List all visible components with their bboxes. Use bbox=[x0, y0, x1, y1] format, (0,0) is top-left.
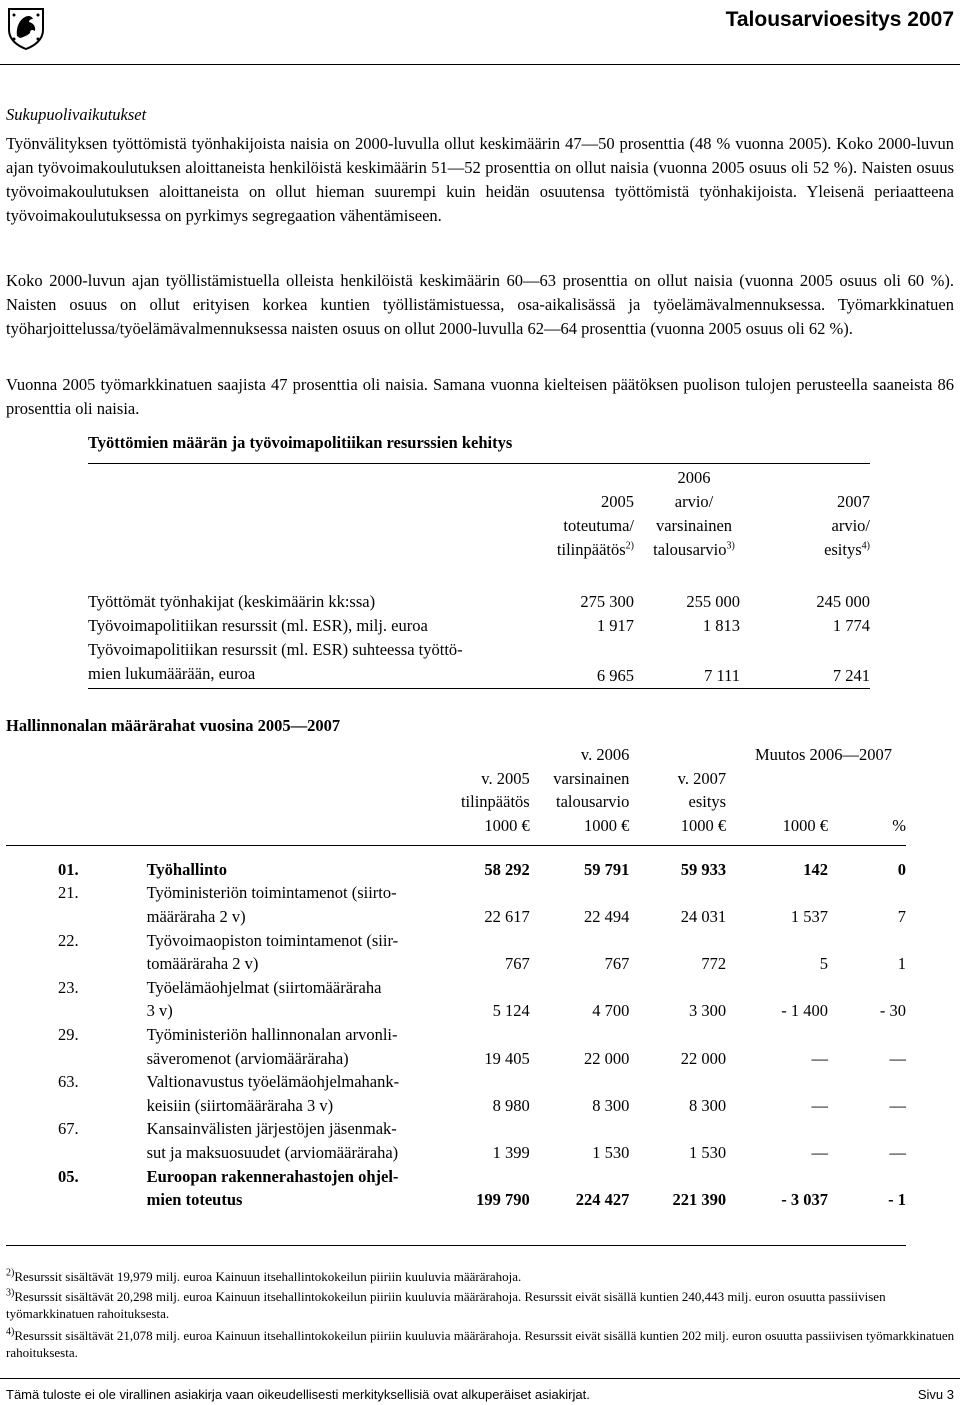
t1-row1-v2: 255 000 bbox=[686, 592, 740, 611]
table1-header-row-3 bbox=[88, 538, 870, 562]
t2-row-pct: — bbox=[889, 1095, 906, 1115]
table-row bbox=[88, 638, 870, 662]
t1-col3-year: 2007 bbox=[837, 492, 870, 511]
footer-divider bbox=[0, 1378, 960, 1379]
t2-row-v3: 24 031 bbox=[680, 907, 727, 927]
t1-col3-line2: arvio/ bbox=[831, 516, 870, 535]
t2-row-label-cont: mien toteutus bbox=[146, 1190, 243, 1210]
table-row bbox=[6, 1023, 906, 1047]
t2-c1-h2: tilinpäätös bbox=[460, 792, 530, 812]
t2-c4-h3: 1000 € bbox=[782, 815, 828, 835]
t2-row-label: Työministeriön hallinnonalan arvonli- bbox=[146, 1025, 398, 1045]
t1-col2-line1: arvio/ bbox=[674, 492, 714, 511]
t2-row-v1: 19 405 bbox=[484, 1048, 530, 1068]
t2-row-diff: - 1 400 bbox=[781, 1001, 828, 1021]
t2-row-pct: - 30 bbox=[879, 1001, 906, 1021]
t1-col2-year: 2006 bbox=[677, 468, 711, 487]
footnote-mark: 3) bbox=[6, 1287, 15, 1299]
table-row bbox=[6, 1165, 906, 1189]
table1-header-row-2 bbox=[88, 514, 870, 538]
t2-row-v2: 4 700 bbox=[592, 1001, 630, 1021]
t1-row1-v1: 275 300 bbox=[580, 592, 634, 611]
t2-c2-h1: varsinainen bbox=[553, 768, 630, 788]
appropriations-table bbox=[6, 743, 906, 1212]
t2-row-label-cont: keisiin (siirtomääräraha 3 v) bbox=[146, 1095, 334, 1115]
t2-row-code: 01. bbox=[58, 859, 79, 879]
t2-row-v3: 3 300 bbox=[688, 1001, 727, 1021]
t1-row3-v1: 6 965 bbox=[596, 666, 634, 685]
section-title: Sukupuolivaikutukset bbox=[6, 105, 147, 124]
table-row bbox=[6, 976, 906, 1000]
t2-c3-h2: esitys bbox=[688, 792, 727, 812]
t2-row-diff: - 3 037 bbox=[781, 1190, 828, 1210]
t2-row-v2: 8 300 bbox=[592, 1095, 630, 1115]
t2-row-pct: — bbox=[889, 1048, 906, 1068]
table-row bbox=[6, 1141, 906, 1165]
t2-c1-h0 bbox=[434, 743, 530, 767]
t1-row2-label: Työvoimapolitiikan resurssit (ml. ESR), milj. euroa bbox=[88, 616, 428, 635]
t2-row-code: 67. bbox=[58, 1119, 79, 1139]
t2-row-v2: 22 000 bbox=[583, 1048, 630, 1068]
t2-c1-h1: v. 2005 bbox=[481, 768, 530, 788]
t2-row-label-cont: 3 v) bbox=[146, 1001, 173, 1021]
table-row bbox=[6, 1117, 906, 1141]
footnote-mark: 4) bbox=[6, 1326, 15, 1338]
t1-col2-line3 bbox=[634, 538, 754, 562]
t1-row3-label-line2: mien lukumäärään, euroa bbox=[88, 664, 256, 683]
t1-row3-v2: 7 111 bbox=[704, 666, 740, 685]
t2-row-label: Euroopan rakennerahastojen ohjel- bbox=[146, 1166, 399, 1186]
t2-row-pct: — bbox=[889, 1143, 906, 1162]
table2-bottom-rule bbox=[6, 1245, 906, 1246]
t2-row-pct: 0 bbox=[897, 859, 906, 879]
t1-row1-v3: 245 000 bbox=[816, 592, 870, 611]
t2-row-code: 05. bbox=[58, 1166, 79, 1186]
finnish-coat-of-arms-icon bbox=[6, 6, 46, 50]
table-row bbox=[6, 929, 906, 953]
t2-row-pct: - 1 bbox=[888, 1190, 906, 1210]
t2-row-diff: — bbox=[811, 1048, 828, 1068]
t2-row-v1: 1 399 bbox=[492, 1143, 530, 1162]
t1-col1-line3 bbox=[528, 538, 634, 562]
t1-col1-line2: toteutuma/ bbox=[563, 516, 634, 535]
document-title: Talousarvioesitys 2007 bbox=[725, 8, 954, 31]
t2-c3-h0 bbox=[629, 743, 726, 767]
t2-row-code: 23. bbox=[58, 977, 79, 997]
table1-header-row-1 bbox=[88, 490, 870, 514]
table-row bbox=[6, 905, 906, 929]
t2-c3-h1: v. 2007 bbox=[677, 768, 727, 788]
t2-row-v3: 772 bbox=[701, 954, 727, 974]
t2-row-v2: 1 530 bbox=[592, 1143, 630, 1162]
t2-row-v3: 8 300 bbox=[688, 1095, 727, 1115]
t2-row-code: 29. bbox=[58, 1025, 79, 1045]
t2-row-label-cont: sut ja maksuosuudet (arviomääräraha) bbox=[146, 1143, 399, 1162]
t2-row-v1: 22 617 bbox=[484, 907, 530, 927]
table-row bbox=[6, 1188, 906, 1212]
t2-row-label-cont: tomääräraha 2 v) bbox=[146, 954, 259, 974]
table2-header-row-2 bbox=[6, 790, 906, 814]
paragraph-2: Koko 2000-luvun ajan työllistämistuella olleista henkilöistä keskimäärin 60—63 prosenttia on ollut naisia (vuonna 2005 osuus oli 60 %). Naisten osuus on ollut erityisen korkea kuntien työllistämistuessa, osa-aikalisässä ja työelämävalmennuksessa. Työmarkkinatuen työharjoittelussa/työelämävalmennuksessa naisten osuus on ollut 2000-luvulla 62—64 prosenttia (vuonna 2005 osuus oli 62 %). bbox=[6, 271, 954, 338]
t2-row-v2: 224 427 bbox=[575, 1190, 630, 1210]
t1-row3-label-line1: Työvoimapolitiikan resurssit (ml. ESR) suhteessa työttö- bbox=[88, 640, 463, 659]
t2-row-code: 21. bbox=[58, 883, 79, 903]
table-row bbox=[6, 952, 906, 976]
t2-c5-h3: % bbox=[892, 815, 906, 835]
header-divider bbox=[0, 64, 960, 65]
t1-col2-label: talousarvio bbox=[653, 540, 727, 559]
table-row bbox=[6, 881, 906, 905]
t2-row-label: Työvoimaopiston toimintamenot (siir- bbox=[146, 930, 399, 950]
page-number: Sivu 3 bbox=[917, 1387, 954, 1402]
t2-row-label-cont: säveromenot (arviomääräraha) bbox=[146, 1048, 349, 1068]
t1-row3-v3: 7 241 bbox=[832, 666, 870, 685]
t1-row1-label: Työttömät työnhakijat (keskimäärin kk:ssa) bbox=[88, 592, 376, 611]
t1-row2-v2: 1 813 bbox=[702, 616, 740, 635]
table-row bbox=[6, 1047, 906, 1071]
table-row bbox=[6, 999, 906, 1023]
t2-c2-h3: 1000 € bbox=[583, 815, 630, 835]
t1-row2-v3: 1 774 bbox=[832, 616, 870, 635]
t2-row-diff: — bbox=[811, 1143, 828, 1162]
t2-row-label: Kansainvälisten järjestöjen jäsenmak- bbox=[146, 1119, 397, 1139]
table-row bbox=[88, 614, 870, 638]
t2-row-diff: 142 bbox=[803, 859, 828, 879]
footnote-text: Resurssit sisältävät 20,298 milj. euroa Kainuun itsehallintokokeilun piiriin kuuluvia määrärahoja. Resurssit eivät sisällä kuntien 240,443 milj. euron osuutta passiivisen työmarkkinatuen rahoituksesta. bbox=[6, 1289, 886, 1321]
resources-table bbox=[88, 463, 870, 689]
t1-row2-v1: 1 917 bbox=[596, 616, 634, 635]
t2-row-v3: 221 390 bbox=[672, 1190, 727, 1210]
footnote-3 bbox=[6, 1288, 956, 1322]
table-row bbox=[6, 1094, 906, 1118]
footnote-4 bbox=[6, 1327, 956, 1361]
footer-disclaimer: Tämä tuloste ei ole virallinen asiakirja vaan oikeudellisesti merkityksellisiä ovat alkuperäiset asiakirjat. bbox=[6, 1387, 590, 1402]
t1-col1-label: tilinpäätös bbox=[556, 540, 626, 559]
t2-row-v1: 767 bbox=[504, 954, 530, 974]
t1-col3-line3 bbox=[754, 538, 870, 562]
footnote-text: Resurssit sisältävät 21,078 milj. euroa Kainuun itsehallintokokeilun piiriin kuuluvia määrärahoja. Resurssit eivät sisällä kuntien 202 milj. euron osuutta passiivisen työmarkkinatuen rahoituksesta. bbox=[6, 1328, 955, 1360]
footnote-mark: 2) bbox=[6, 1267, 15, 1279]
t2-change-header: Muutos 2006—2007 bbox=[754, 745, 892, 764]
t1-col2-line2: varsinainen bbox=[655, 516, 733, 535]
t2-row-v1: 58 292 bbox=[484, 859, 530, 879]
table-row bbox=[88, 662, 870, 689]
footnote-2 bbox=[6, 1268, 956, 1285]
table1-header-row-0 bbox=[88, 464, 870, 491]
t2-row-pct: 7 bbox=[897, 907, 906, 927]
t2-c2-h2: talousarvio bbox=[556, 792, 630, 812]
footnote-text: Resurssit sisältävät 19,979 milj. euroa Kainuun itsehallintokokeilun piiriin kuuluvia määrärahoja. bbox=[14, 1269, 522, 1284]
t2-row-code: 22. bbox=[58, 930, 79, 950]
t1-col3-label: esitys bbox=[824, 540, 862, 559]
t1-col1-year: 2005 bbox=[601, 492, 634, 511]
t2-row-code: 63. bbox=[58, 1072, 79, 1092]
table-row bbox=[6, 1070, 906, 1094]
t2-row-v1: 5 124 bbox=[492, 1001, 530, 1021]
t2-row-v2: 59 791 bbox=[583, 859, 630, 879]
table2-header-row-1 bbox=[6, 767, 906, 791]
t2-row-label: Työelämäohjelmat (siirtomääräraha bbox=[146, 977, 382, 997]
table-row bbox=[88, 590, 870, 614]
paragraph-3: Vuonna 2005 työmarkkinatuen saajista 47 prosenttia oli naisia. Samana vuonna kielteisen päätöksen puolison tulojen perusteella saaneista 86 prosenttia oli naisia. bbox=[6, 375, 954, 418]
t2-row-label-cont: määräraha 2 v) bbox=[146, 907, 246, 927]
t2-c3-h3: 1000 € bbox=[680, 815, 727, 835]
t2-row-v1: 199 790 bbox=[476, 1190, 530, 1210]
t2-row-label: Työministeriön toimintamenot (siirto- bbox=[146, 883, 397, 903]
t2-row-v3: 59 933 bbox=[680, 859, 727, 879]
t2-row-v3: 1 530 bbox=[688, 1143, 727, 1162]
t1-col1-footnote-mark: 2) bbox=[625, 540, 634, 552]
t2-row-label: Työhallinto bbox=[146, 859, 228, 879]
table2-header-row-0 bbox=[6, 743, 906, 767]
t2-row-label: Valtionavustus työelämäohjelmahank- bbox=[146, 1072, 400, 1092]
t2-row-pct: 1 bbox=[897, 954, 906, 974]
paragraph-1: Työnvälityksen työttömistä työnhakijoista naisia on 2000-luvulla ollut keskimäärin 47—50 prosenttia (48 % vuonna 2005). Koko 2000-luvun ajan työvoimakoulutuksen aloittaneista henkilöistä keskimäärin 51—52 prosenttia on ollut naisia (vuonna 2005 osuus oli 52 %). Naisten osuus työvoimakoulutuksen aloittaneista on ollut hieman suurempi kuin heidän osuutensa työttömistä työnhakijoista. Yleisenä periaatteena työvoimakoulutuksessa on pyrkimys segregaation vähentämiseen. bbox=[6, 134, 954, 225]
t1-col3-footnote-mark: 4) bbox=[861, 540, 870, 552]
t2-row-diff: 5 bbox=[819, 954, 828, 974]
t2-row-v3: 22 000 bbox=[680, 1048, 727, 1068]
t1-col2-footnote-mark: 3) bbox=[726, 540, 735, 552]
t2-c2-h0: v. 2006 bbox=[580, 745, 630, 764]
table1-caption: Työttömien määrän ja työvoimapolitiikan resurssien kehitys bbox=[88, 433, 513, 452]
table2-caption: Hallinnonalan määrärahat vuosina 2005—2007 bbox=[6, 716, 341, 735]
t2-c1-h3: 1000 € bbox=[484, 815, 530, 835]
t2-row-diff: 1 537 bbox=[790, 907, 828, 927]
t2-row-diff: — bbox=[811, 1095, 828, 1115]
table-row bbox=[6, 858, 906, 882]
t2-row-v1: 8 980 bbox=[492, 1095, 530, 1115]
t2-row-v2: 767 bbox=[604, 954, 630, 974]
t2-row-v2: 22 494 bbox=[583, 907, 630, 927]
table2-header-row-3 bbox=[6, 814, 906, 846]
